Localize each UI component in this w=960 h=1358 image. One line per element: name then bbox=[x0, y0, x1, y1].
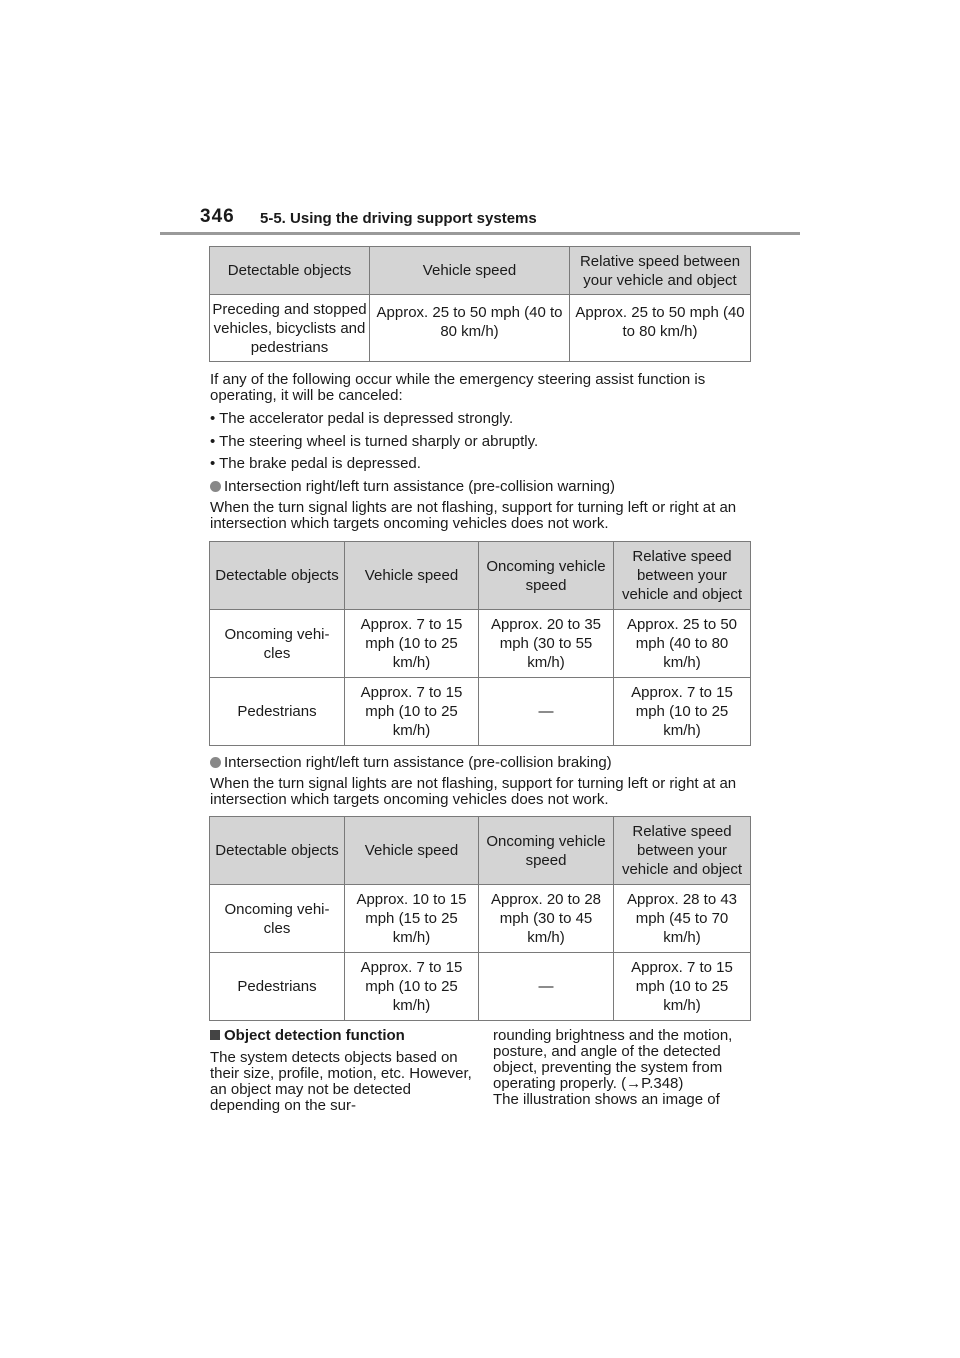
table-cell: Approx. 20 to 28 mph (30 to 45 km/h) bbox=[479, 885, 614, 953]
table-cell: Approx. 25 to 50 mph (40 to 80 km/h) bbox=[570, 295, 751, 362]
cancel-intro: If any of the following occur while the emergency steering assist function is operating, it will be canceled: bbox=[210, 371, 706, 404]
object-detection-right-column bbox=[493, 1028, 758, 1108]
header-rule bbox=[160, 232, 800, 235]
table-header: Detectable objects bbox=[210, 817, 345, 885]
table-header: Relative speed between your vehicle and object bbox=[570, 247, 751, 295]
pre-collision-warning-table bbox=[209, 541, 751, 746]
cancel-item: • The accelerator pedal is depressed strongly. bbox=[210, 410, 514, 427]
table-row bbox=[210, 610, 751, 678]
pre-collision-braking-table bbox=[209, 816, 751, 1021]
table-cell: Oncoming vehi-cles bbox=[210, 610, 345, 678]
cancel-item: • The steering wheel is turned sharply or abruptly. bbox=[210, 433, 539, 450]
page-number: 346 bbox=[200, 206, 235, 227]
table-header: Oncoming vehicle speed bbox=[479, 542, 614, 610]
warning-heading-text: Intersection right/left turn assistance (pre-collision warning) bbox=[224, 478, 616, 495]
table-header: Vehicle speed bbox=[345, 817, 479, 885]
table-header: Vehicle speed bbox=[370, 247, 570, 295]
table-header: Oncoming vehicle speed bbox=[479, 817, 614, 885]
table-cell: Approx. 7 to 15 mph (10 to 25 km/h) bbox=[614, 953, 751, 1021]
table-cell: Approx. 25 to 50 mph (40 to 80 km/h) bbox=[614, 610, 751, 678]
table-cell: — bbox=[479, 678, 614, 746]
table-cell: Pedestrians bbox=[210, 678, 345, 746]
circle-bullet-icon bbox=[210, 757, 221, 768]
table-cell: Preceding and stopped vehicles, bicyclists and pedestrians bbox=[210, 295, 370, 362]
table-header: Vehicle speed bbox=[345, 542, 479, 610]
table-row bbox=[210, 953, 751, 1021]
table-row bbox=[210, 885, 751, 953]
emergency-steering-table bbox=[209, 246, 751, 362]
table-cell: Approx. 28 to 43 mph (45 to 70 km/h) bbox=[614, 885, 751, 953]
object-detection-right-text-2: The illustration shows an image of bbox=[493, 1091, 720, 1108]
table-header: Relative speed between your vehicle and object bbox=[614, 542, 751, 610]
warning-heading bbox=[210, 478, 615, 495]
object-detection-right-text: rounding brightness and the motion, posture, and angle of the detected object, preventing the system from operating properly. (→P.348) bbox=[493, 1027, 733, 1092]
table-cell: Pedestrians bbox=[210, 953, 345, 1021]
circle-bullet-icon bbox=[210, 481, 221, 492]
table-cell: Approx. 20 to 35 mph (30 to 55 km/h) bbox=[479, 610, 614, 678]
table-cell: Oncoming vehi-cles bbox=[210, 885, 345, 953]
braking-heading bbox=[210, 754, 612, 771]
object-detection-left-column bbox=[210, 1028, 475, 1114]
warning-text: When the turn signal lights are not flashing, support for turning left or right at an intersection which targets oncoming vehicles does not work. bbox=[210, 499, 737, 532]
braking-heading-text: Intersection right/left turn assistance (pre-collision braking) bbox=[224, 754, 612, 771]
braking-text: When the turn signal lights are not flashing, support for turning left or right at an intersection which targets oncoming vehicles does not work. bbox=[210, 775, 737, 808]
table-cell: Approx. 7 to 15 mph (10 to 25 km/h) bbox=[345, 678, 479, 746]
object-detection-left-text: The system detects objects based on their size, profile, motion, etc. However, an object may not be detected depending on the sur- bbox=[210, 1049, 472, 1114]
table-cell: Approx. 7 to 15 mph (10 to 25 km/h) bbox=[614, 678, 751, 746]
table-header: Detectable objects bbox=[210, 542, 345, 610]
table-header: Detectable objects bbox=[210, 247, 370, 295]
object-detection-heading-text: Object detection function bbox=[224, 1027, 405, 1044]
table-header: Relative speed between your vehicle and object bbox=[614, 817, 751, 885]
table-row bbox=[210, 678, 751, 746]
cancel-item: • The brake pedal is depressed. bbox=[210, 455, 421, 472]
table-cell: — bbox=[479, 953, 614, 1021]
object-detection-heading bbox=[210, 1028, 475, 1044]
table-cell: Approx. 10 to 15 mph (15 to 25 km/h) bbox=[345, 885, 479, 953]
table-cell: Approx. 7 to 15 mph (10 to 25 km/h) bbox=[345, 953, 479, 1021]
table-cell: Approx. 25 to 50 mph (40 to 80 km/h) bbox=[370, 295, 570, 362]
section-title: 5-5. Using the driving support systems bbox=[260, 210, 537, 227]
square-bullet-icon bbox=[210, 1030, 220, 1040]
table-cell: Approx. 7 to 15 mph (10 to 25 km/h) bbox=[345, 610, 479, 678]
